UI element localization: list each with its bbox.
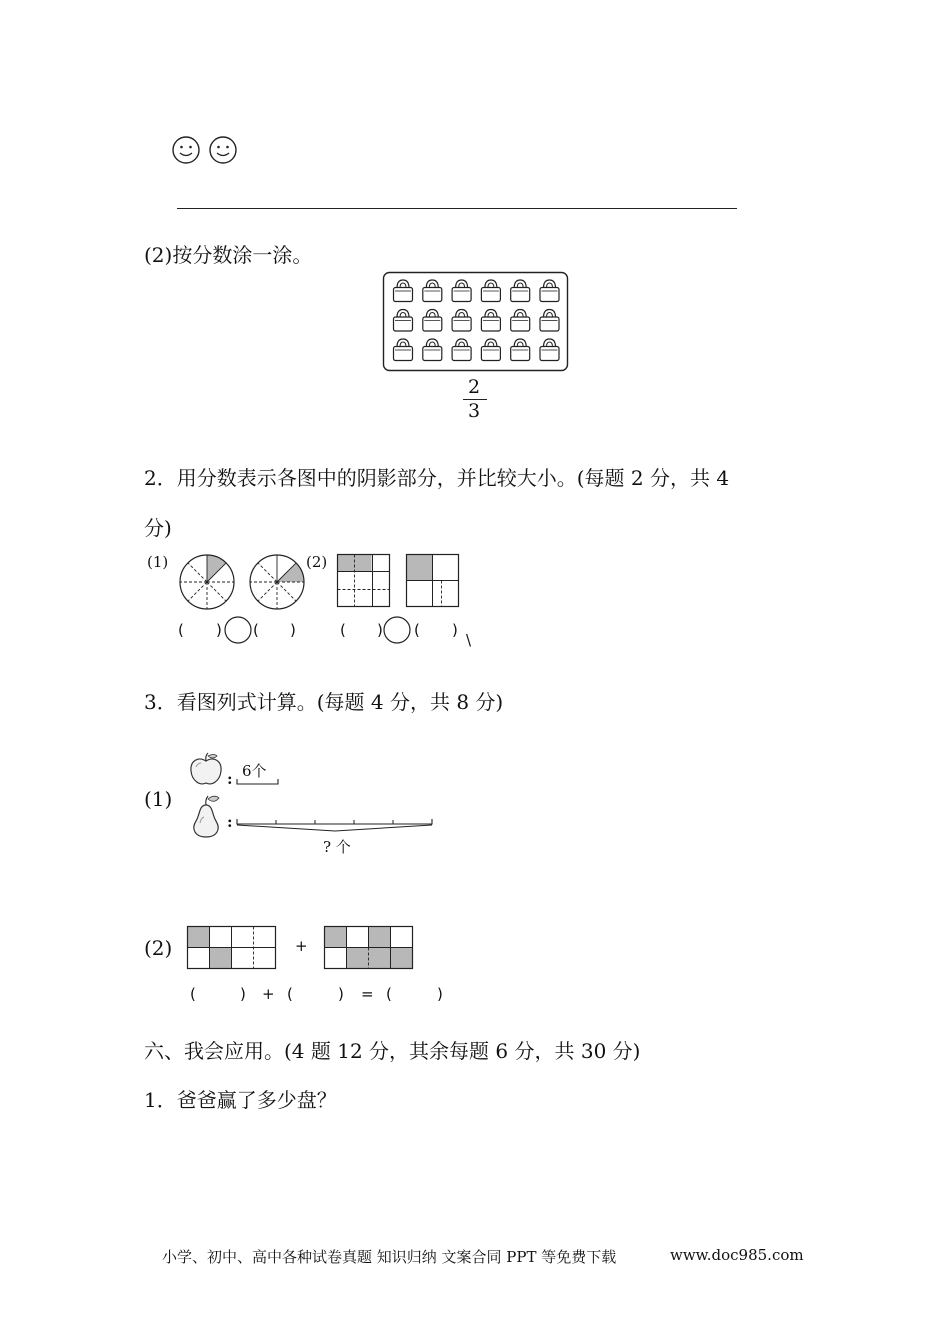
eq-equals: = (361, 985, 374, 1003)
shaded-sector (207, 555, 226, 582)
basket-icon[interactable] (540, 310, 559, 332)
divider-line (188, 563, 207, 582)
basket-icon[interactable] (511, 339, 530, 361)
basket-icon[interactable] (452, 280, 471, 302)
eq-open-2: ( (287, 985, 293, 1003)
blank-open: ( (414, 621, 420, 639)
answer-line[interactable] (177, 208, 737, 209)
square-fraction-a (337, 554, 391, 608)
apple-bar (236, 778, 280, 788)
basket-icon[interactable] (540, 339, 559, 361)
fraction-denominator: 3 (468, 400, 481, 422)
q3-p1-label: (1) (144, 787, 173, 811)
basket-icon[interactable] (452, 339, 471, 361)
blank-close: ) (452, 621, 458, 639)
apple-icon (188, 752, 224, 788)
q3-p2-label: (2) (144, 936, 173, 960)
footer-text: 小学、初中、高中各种试卷真题 知识归纳 文案合同 PPT 等免费下载 (162, 1248, 617, 1266)
footer-url[interactable]: www.doc985.com (670, 1246, 804, 1264)
circle-fraction-a (178, 553, 238, 613)
blank-open: ( (340, 621, 346, 639)
basket-icon[interactable] (423, 310, 442, 332)
blank-close: ) (290, 621, 296, 639)
basket-icon[interactable] (481, 280, 500, 302)
divider-line (277, 582, 296, 601)
divider-line (207, 582, 226, 601)
apple-colon: : (227, 770, 233, 788)
fraction-numerator: 2 (468, 376, 481, 398)
basket-grid (383, 272, 568, 372)
blank-close: ) (377, 621, 383, 639)
pear-icon (186, 793, 226, 839)
eq-close-2: ) (338, 985, 344, 1003)
circle-fraction-b (248, 553, 308, 613)
basket-icon[interactable] (394, 339, 413, 361)
compare-circle-2[interactable] (383, 616, 413, 646)
plus-sign: + (295, 937, 308, 955)
divider-line (258, 582, 277, 601)
basket-icon[interactable] (394, 280, 413, 302)
q2-part1-label: (1) (147, 553, 169, 571)
pear-count: ? 个 (323, 838, 351, 856)
shaded-sector (277, 563, 304, 582)
q3-title: 3．看图列式计算。(每题 4 分，共 8 分) (144, 690, 504, 714)
pear-bar (236, 818, 436, 838)
eq-close-3: ) (437, 985, 443, 1003)
section6-title: 六、我会应用。(4 题 12 分，其余每题 6 分，共 30 分) (144, 1039, 641, 1063)
smiley-icon (171, 135, 203, 167)
basket-icon[interactable] (540, 280, 559, 302)
section6-q1: 1．爸爸赢了多少盘？ (144, 1088, 337, 1112)
basket-icon[interactable] (511, 280, 530, 302)
basket-icon[interactable] (423, 339, 442, 361)
smiley-icon (208, 135, 240, 167)
divider-line (258, 563, 277, 582)
stray-backslash: \ (466, 631, 472, 649)
basket-icon[interactable] (481, 310, 500, 332)
compare-circle-1[interactable] (224, 616, 254, 646)
q2-title: 2．用分数表示各图中的阴影部分，并比较大小。(每题 2 分，共 4 (144, 466, 730, 490)
basket-icon[interactable] (423, 280, 442, 302)
eq-plus: + (262, 985, 275, 1003)
rect-fraction-a (187, 926, 277, 970)
apple-count: 6个 (242, 762, 267, 780)
rect-fraction-b (324, 926, 414, 970)
eq-open-3: ( (386, 985, 392, 1003)
q2-title-cont: 分) (144, 516, 172, 540)
blank-close: ) (216, 621, 222, 639)
q2-part2-label: (2) (306, 553, 328, 571)
blank-open: ( (178, 621, 184, 639)
eq-close-1: ) (240, 985, 246, 1003)
basket-icon[interactable] (481, 339, 500, 361)
basket-icon[interactable] (452, 310, 471, 332)
q1-2-label: (2)按分数涂一涂。 (144, 243, 313, 267)
basket-icon[interactable] (394, 310, 413, 332)
square-fraction-b (406, 554, 460, 608)
divider-line (188, 582, 207, 601)
pear-colon: : (227, 813, 233, 831)
blank-open: ( (253, 621, 259, 639)
basket-icon[interactable] (511, 310, 530, 332)
eq-open-1: ( (190, 985, 196, 1003)
